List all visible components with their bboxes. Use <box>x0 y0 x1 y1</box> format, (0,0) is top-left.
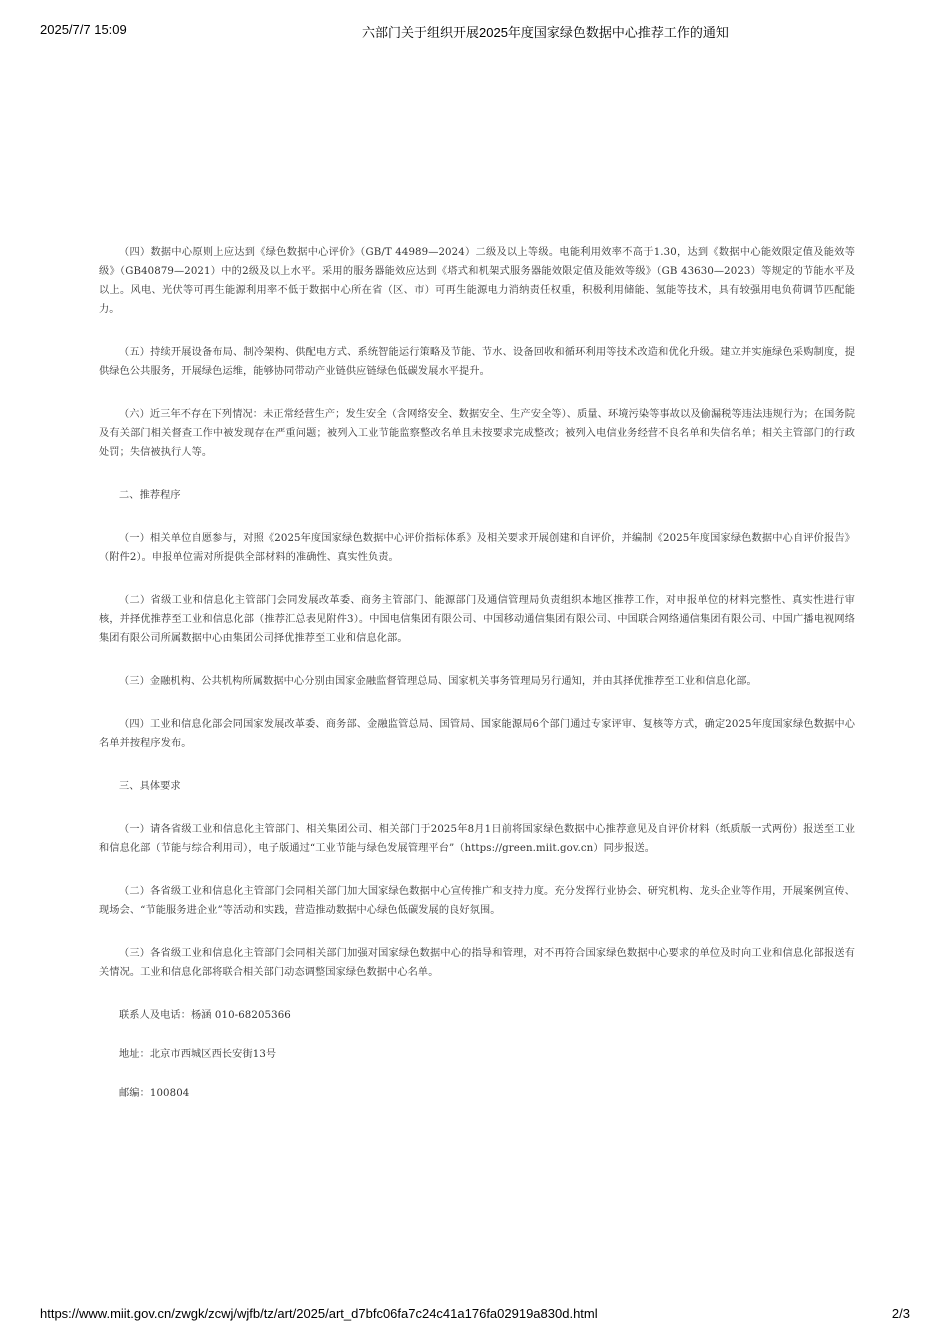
print-page-number: 2/3 <box>891 1306 910 1321</box>
section-heading-recommendation-procedure: 二、推荐程序 <box>119 490 181 501</box>
print-footer <box>0 1306 950 1326</box>
print-url: https://www.miit.gov.cn/zwgk/zcwj/wjfb/tz/art/2025/art_d7bfc06fa7c24c41a176fa02919a830d.html <box>40 1306 598 1321</box>
address-info: 地址：北京市西城区西长安街13号 <box>119 1049 277 1060</box>
paragraph-procedure-4: （四）工业和信息化部会同国家发展改革委、商务部、金融监管总局、国管局、国家能源局6个部门通过专家评审、复核等方式，确定2025年度国家绿色数据中心名单并按程序发布。 <box>99 719 855 749</box>
paragraph-specific-1: （一）请各省级工业和信息化主管部门、相关集团公司、相关部门于2025年8月1日前将国家绿色数据中心推荐意见及自评价材料（纸质版一式两份）报送至工业和信息化部（节能与综合利用司），电子版通过“工业节能与绿色发展管理平台”（https://green.miit.gov.cn）同步报送。 <box>99 824 855 854</box>
print-page-title: 六部门关于组织开展2025年度国家绿色数据中心推荐工作的通知 <box>362 25 729 40</box>
paragraph-specific-3: （三）各省级工业和信息化主管部门会同相关部门加强对国家绿色数据中心的指导和管理，对不再符合国家绿色数据中心要求的单位及时向工业和信息化部报送有关情况。工业和信息化部将联合相关部门动态调整国家绿色数据中心名单。 <box>99 948 855 978</box>
print-header <box>0 22 950 42</box>
paragraph-requirement-5: （五）持续开展设备布局、制冷架构、供配电方式、系统智能运行策略及节能、节水、设备回收和循环利用等技术改造和优化升级。建立并实施绿色采购制度，提供绿色公共服务，开展绿色运维，能够协同带动产业链供应链绿色低碳发展水平提升。 <box>99 347 855 377</box>
paragraph-requirement-4: （四）数据中心原则上应达到《绿色数据中心评价》（GB/T 44989—2024）二级及以上等级。电能利用效率不高于1.30，达到《数据中心能效限定值及能效等级》（GB40879—2021）中的2级及以上水平。采用的服务器能效应达到《塔式和机架式服务器能效限定值及能效等级》（GB 43630—2023）等规定的节能水平及以上。风电、光伏等可再生能源利用率不低于数据中心所在省（区、市）可再生能源电力消纳责任权重，积极利用储能、氢能等技术，具有较强用电负荷调节匹配能力。 <box>99 247 855 315</box>
postcode-info: 邮编：100804 <box>119 1088 190 1099</box>
section-heading-specific-requirements: 三、具体要求 <box>119 781 181 792</box>
paragraph-specific-2: （二）各省级工业和信息化主管部门会同相关部门加大国家绿色数据中心宣传推广和支持力度。充分发挥行业协会、研究机构、龙头企业等作用，开展案例宣传、现场会、“节能服务进企业”等活动和实践，营造推动数据中心绿色低碳发展的良好氛围。 <box>99 886 855 916</box>
paragraph-procedure-3: （三）金融机构、公共机构所属数据中心分别由国家金融监督管理总局、国家机关事务管理局另行通知，并由其择优推荐至工业和信息化部。 <box>119 676 757 687</box>
print-datetime: 2025/7/7 15:09 <box>40 22 127 37</box>
contact-info: 联系人及电话：杨涵 010-68205366 <box>119 1010 291 1021</box>
paragraph-procedure-1: （一）相关单位自愿参与，对照《2025年度国家绿色数据中心评价指标体系》及相关要求开展创建和自评价，并编制《2025年度国家绿色数据中心自评价报告》（附件2）。申报单位需对所提供全部材料的准确性、真实性负责。 <box>99 533 855 563</box>
article-body <box>99 243 855 1123</box>
paragraph-requirement-6: （六）近三年不存在下列情况：未正常经营生产；发生安全（含网络安全、数据安全、生产安全等）、质量、环境污染等事故以及偷漏税等违法违规行为；在国务院及有关部门相关督查工作中被发现存在严重问题；被列入工业节能监察整改名单且未按要求完成整改；被列入电信业务经营不良名单和失信名单；相关主管部门的行政处罚；失信被执行人等。 <box>99 409 855 458</box>
paragraph-procedure-2: （二）省级工业和信息化主管部门会同发展改革委、商务主管部门、能源部门及通信管理局负责组织本地区推荐工作，对申报单位的材料完整性、真实性进行审核，并择优推荐至工业和信息化部（推荐汇总表见附件3）。中国电信集团有限公司、中国移动通信集团有限公司、中国联合网络通信集团有限公司、中国广播电视网络集团有限公司所属数据中心由集团公司择优推荐至工业和信息化部。 <box>99 595 855 644</box>
